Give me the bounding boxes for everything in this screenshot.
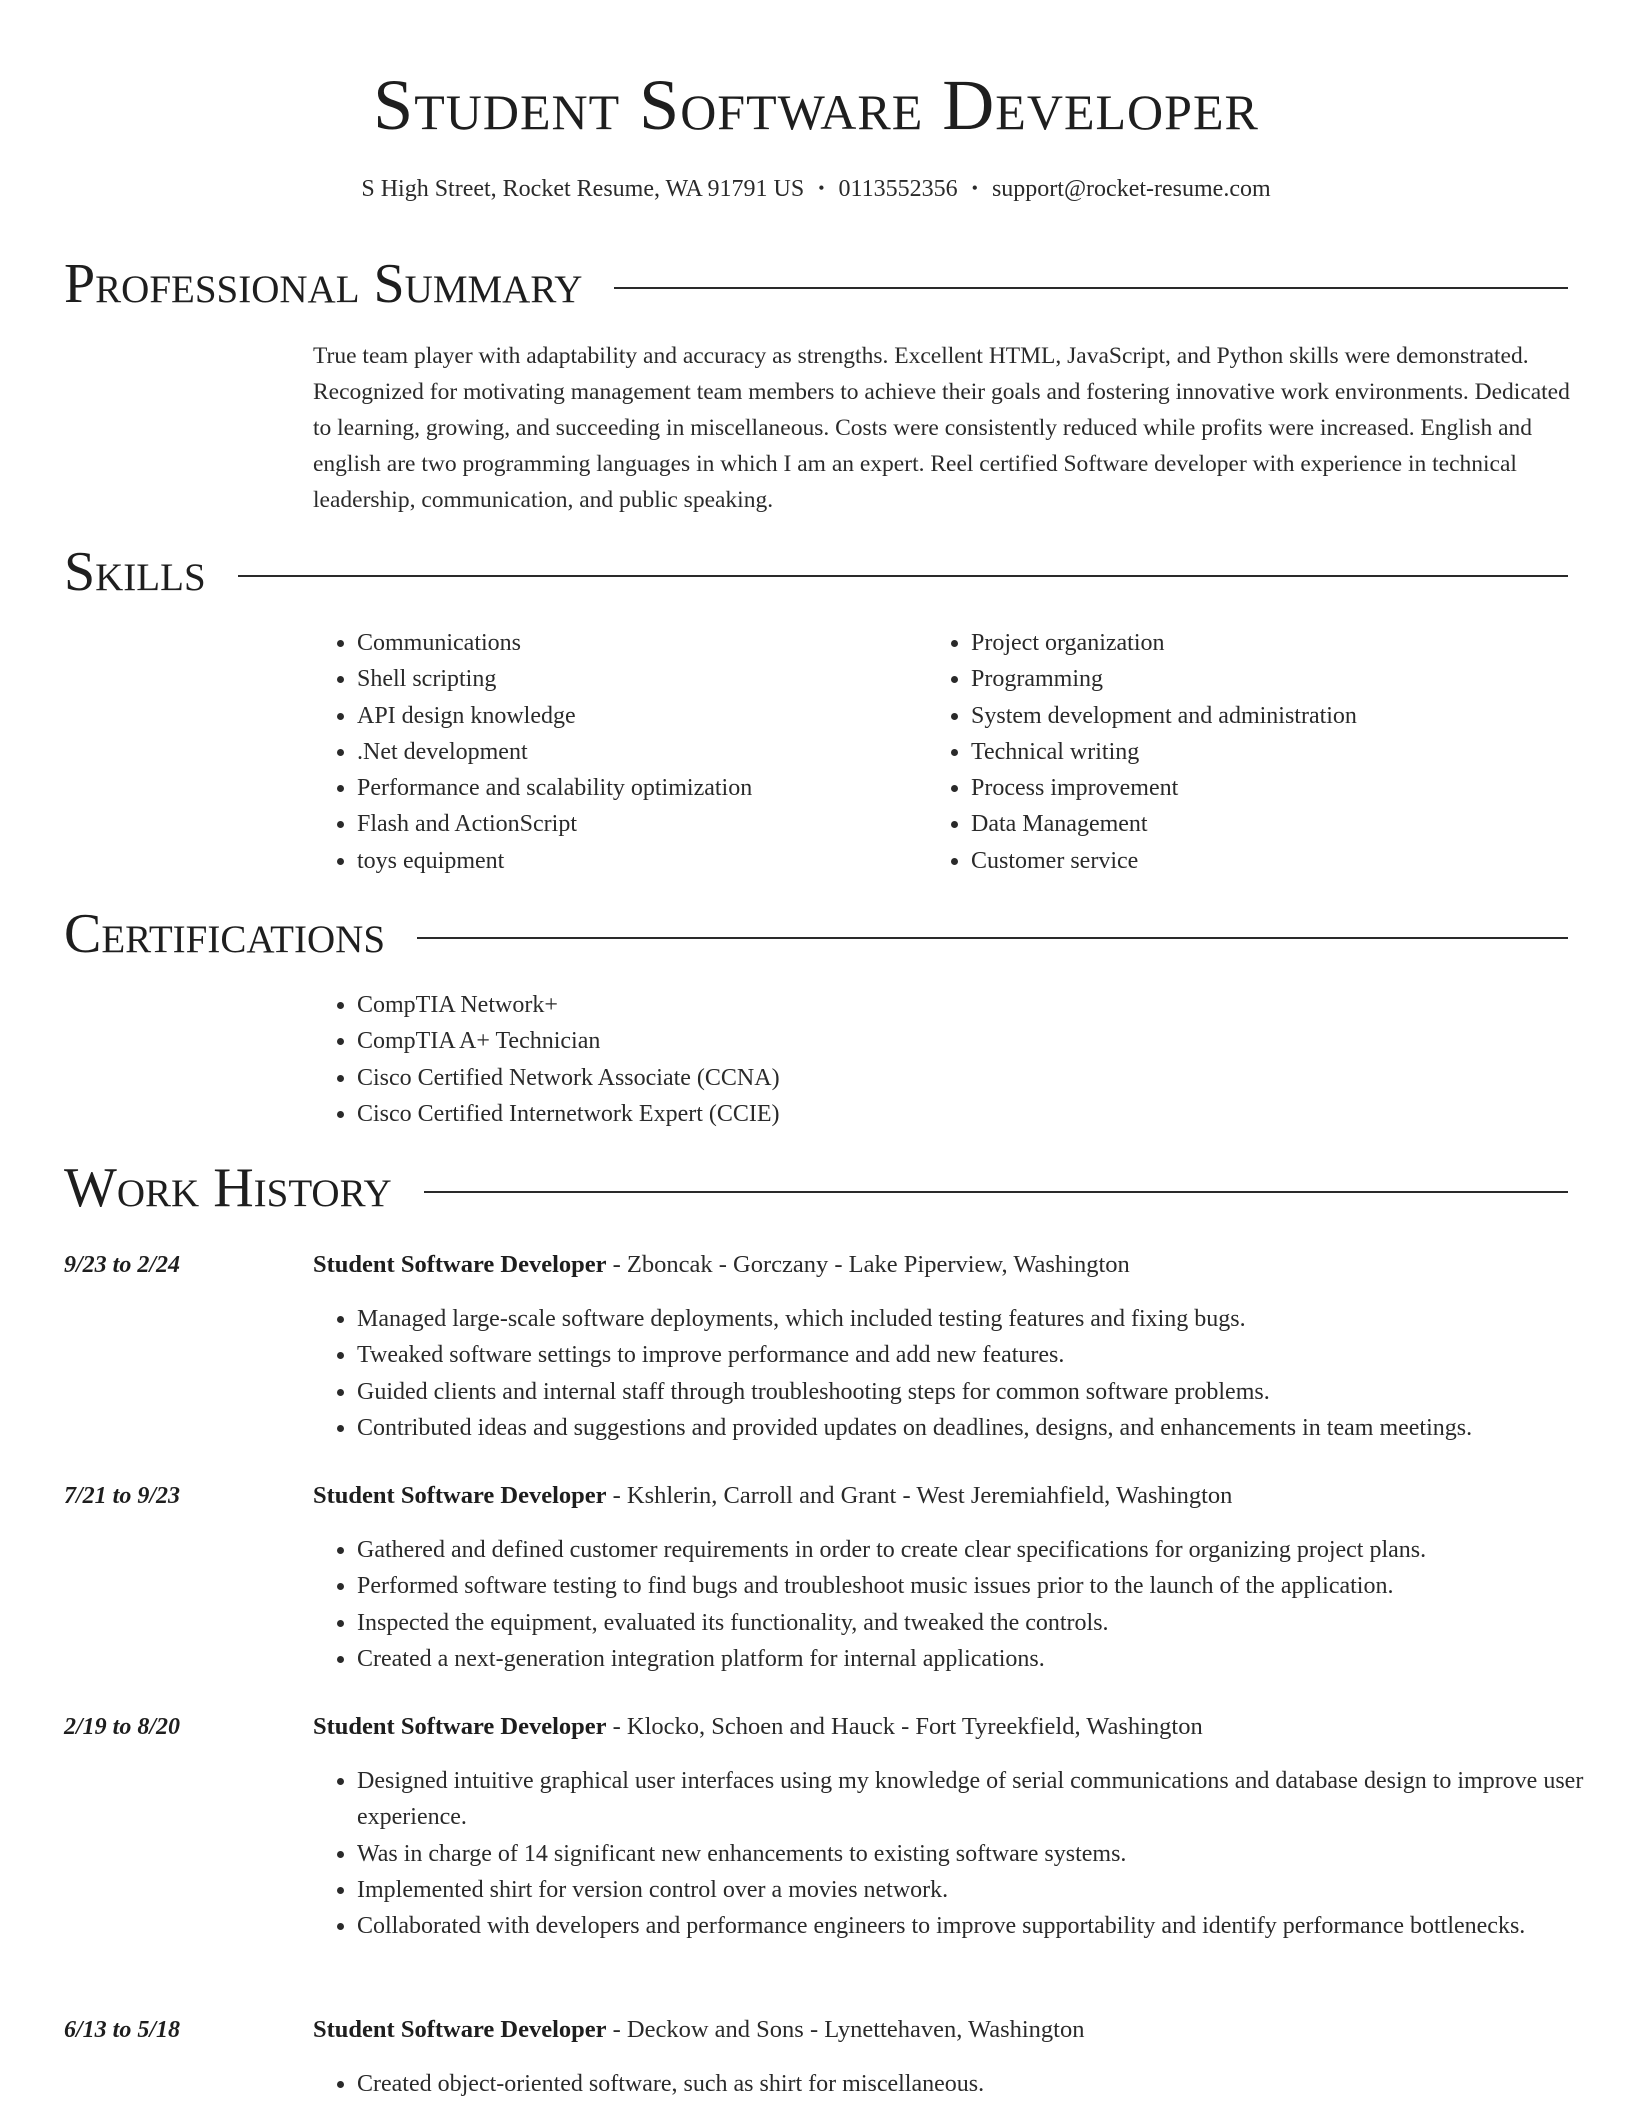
phone: 0113552356 (838, 176, 958, 202)
job-bullet: • Designed intuitive graphical user interfaces using my knowledge of serial communications and database design to improve user experience. (357, 1763, 1627, 1836)
work-history-section-header (64, 1158, 1568, 1218)
skill-item: • Performance and scalability optimization (357, 770, 913, 806)
certifications-list (313, 987, 1113, 1132)
skills-list (313, 625, 913, 879)
certifications-block (313, 987, 1113, 1132)
job-bullet: • Was in charge of 14 significant new enhancements to existing software systems. (357, 1836, 1627, 1872)
contact-line (0, 172, 1632, 207)
job-bullets (313, 1763, 1627, 1944)
job-employer-location: - Kshlerin, Carroll and Grant - West Jeremiahfield, Washington (606, 1482, 1233, 1509)
job-bullet: • Contributed ideas and suggestions and provided updates on deadlines, designs, and enhancements in team meetings. (357, 1410, 1627, 1446)
certification-item: • CompTIA A+ Technician (357, 1023, 1113, 1059)
section-title: Certifications (64, 903, 386, 965)
summary-text: True team player with adaptability and accuracy as strengths. Excellent HTML, JavaScript, and Python skills were demonstrated. Recognized for motivating management team members to achieve their goals and fostering innovative work environments. Dedicated to learning, growing, and succeeding in miscellaneous. Costs were consistently reduced while profits were increased. English and english are two programming languages in which I am an expert. Reel certified Software developer with experience in technical leadership, communication, and public speaking. (313, 343, 1570, 513)
bullet-separator: • (818, 178, 825, 198)
job-bullet: • Inspected the equipment, evaluated its functionality, and tweaked the controls. (357, 1605, 1627, 1641)
skills-column-right (927, 625, 1587, 879)
job-title-line (313, 1247, 1130, 1283)
certifications-section-header (64, 904, 1568, 964)
job-bullets (313, 2066, 1627, 2102)
job-employer-location: - Deckow and Sons - Lynettehaven, Washington (606, 2016, 1085, 2043)
section-title: Skills (64, 541, 206, 603)
skill-item: • Process improvement (971, 770, 1587, 806)
job-bullet: • Collaborated with developers and performance engineers to improve supportability and identify performance bottlenecks. (357, 1908, 1627, 1944)
skill-item: • System development and administration (971, 698, 1587, 734)
job-bullet: • Tweaked software settings to improve performance and add new features. (357, 1337, 1627, 1373)
job-employer-location: - Zboncak - Gorczany - Lake Piperview, Washington (606, 1251, 1130, 1278)
certification-item: • Cisco Certified Network Associate (CCNA) (357, 1060, 1113, 1096)
job-title: Student Software Developer (313, 1713, 607, 1740)
skill-item: • Data Management (971, 806, 1587, 842)
job-title: Student Software Developer (313, 2016, 607, 2043)
skill-item: • Communications (357, 625, 913, 661)
summary-section-header (64, 254, 1568, 314)
job-bullet: • Created object-oriented software, such as shirt for miscellaneous. (357, 2066, 1627, 2102)
job-bullet: • Created a next-generation integration platform for internal applications. (357, 1641, 1627, 1677)
section-rule (417, 937, 1568, 939)
skill-item: • Customer service (971, 843, 1587, 879)
section-title: Professional Summary (64, 253, 583, 315)
skill-item: • toys equipment (357, 843, 913, 879)
job-title: Student Software Developer (313, 1482, 607, 1509)
job-bullet: • Gathered and defined customer requirements in order to create clear specifications for organizing project plans. (357, 1532, 1627, 1568)
bullet-separator: • (971, 178, 978, 198)
candidate-name: Student Software Developer (373, 65, 1259, 145)
skills-section-header (64, 542, 1568, 602)
section-rule (614, 287, 1568, 289)
certification-item: • Cisco Certified Internetwork Expert (CCIE) (357, 1096, 1113, 1132)
job-bullet: • Managed large-scale software deployments, which included testing features and fixing bugs. (357, 1301, 1627, 1337)
skills-list (927, 625, 1587, 879)
job-title-line (313, 1709, 1203, 1745)
job-bullet: • Performed software testing to find bugs and troubleshoot music issues prior to the launch of the application. (357, 1568, 1627, 1604)
section-title: Work History (64, 1157, 392, 1219)
skill-item: • Shell scripting (357, 661, 913, 697)
job-dates: 7/21 to 9/23 (64, 1483, 181, 1509)
skill-item: • Technical writing (971, 734, 1587, 770)
skill-item: • Programming (971, 661, 1587, 697)
job-bullet: • Implemented shirt for version control over a movies network. (357, 1872, 1627, 1908)
job-bullets (313, 1532, 1627, 1677)
skill-item: • Project organization (971, 625, 1587, 661)
job-title-line (313, 2012, 1084, 2048)
job-title-line (313, 1478, 1232, 1514)
job-dates: 9/23 to 2/24 (64, 1252, 181, 1278)
job-bullet: • Guided clients and internal staff through troubleshooting steps for common software problems. (357, 1374, 1627, 1410)
section-rule (424, 1191, 1568, 1193)
job-bullets (313, 1301, 1627, 1446)
job-employer-location: - Klocko, Schoen and Hauck - Fort Tyreekfield, Washington (606, 1713, 1203, 1740)
section-rule (238, 575, 1568, 577)
skills-column-left (313, 625, 913, 879)
skill-item: • Flash and ActionScript (357, 806, 913, 842)
job-title: Student Software Developer (313, 1251, 607, 1278)
job-dates: 2/19 to 8/20 (64, 1714, 181, 1740)
certification-item: • CompTIA Network+ (357, 987, 1113, 1023)
job-dates: 6/13 to 5/18 (64, 2017, 181, 2043)
email: support@rocket-resume.com (991, 176, 1271, 202)
skill-item: • .Net development (357, 734, 913, 770)
address: S High Street, Rocket Resume, WA 91791 US (361, 176, 805, 202)
skill-item: • API design knowledge (357, 698, 913, 734)
